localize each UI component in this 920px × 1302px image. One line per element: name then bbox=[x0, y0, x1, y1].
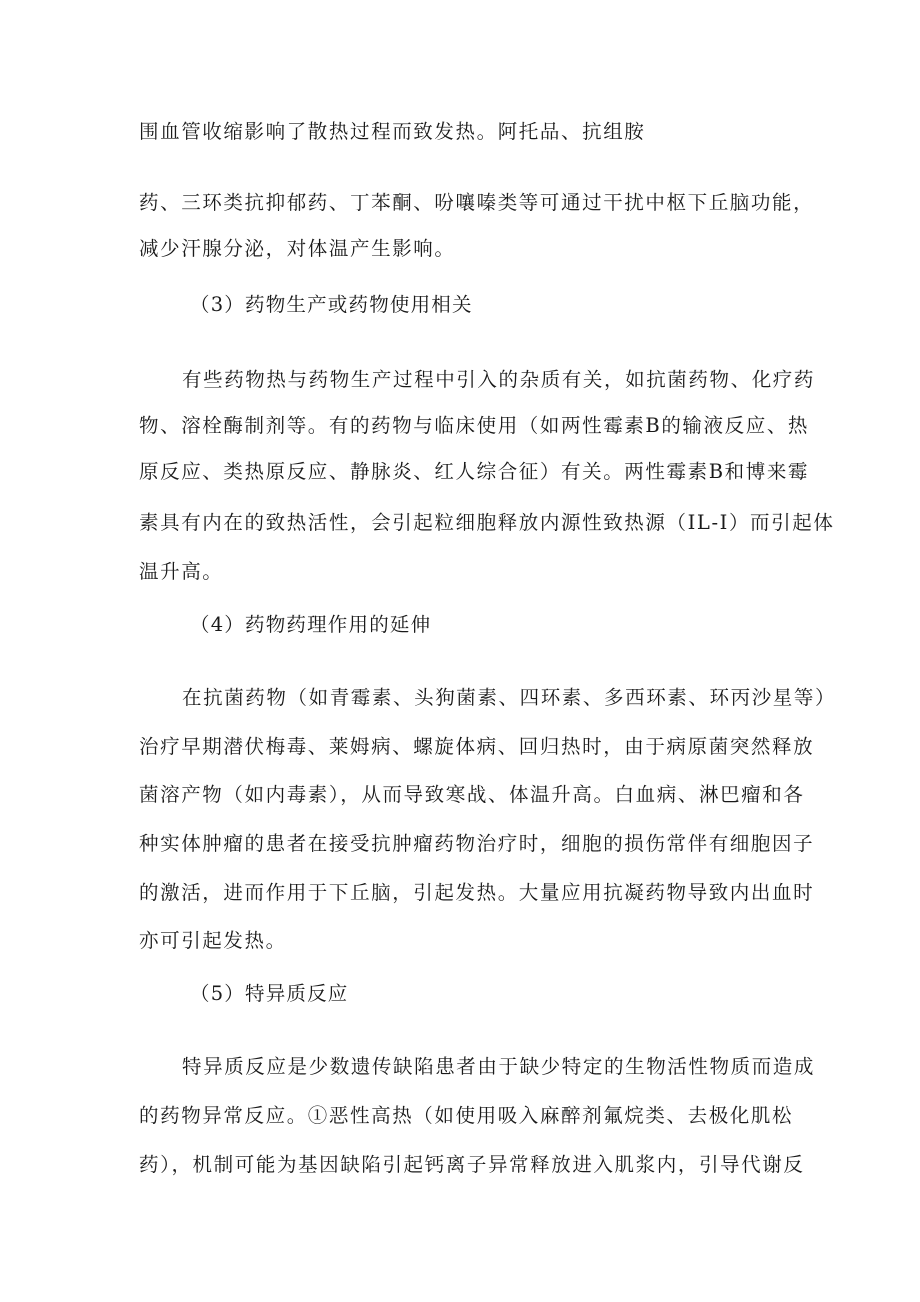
text-line: 减少汗腺分泌，对体温产生影响。 bbox=[139, 237, 456, 260]
text-line: 原反应、类热原反应、静脉炎、红人综合征）有关。两性霉素B和博来霉 bbox=[139, 460, 810, 483]
text-line: 药、三环类抗抑郁药、丁苯酮、吩嚷嗪类等可通过干扰中枢下丘脑功能， bbox=[139, 191, 815, 214]
text-line: 的药物异常反应。①恶性高热（如使用吸入麻醉剂氟烷类、去极化肌松 bbox=[139, 1104, 794, 1127]
text-line: 的激活，进而作用于下丘脑，引起发热。大量应用抗凝药物导致内出血时 bbox=[139, 881, 815, 904]
text-line: 菌溶产物（如内毒素），从而导致寒战、体温升高。白血病、淋巴瘤和各 bbox=[139, 783, 805, 806]
text-line: 素具有内在的致热活性，会引起粒细胞释放内源性致热源（IL-I）而引起体 bbox=[139, 511, 835, 534]
text-line: 治疗早期潜伏梅毒、莱姆病、螺旋体病、回归热时，由于病原菌突然释放 bbox=[139, 735, 815, 758]
text-line: 围血管收缩影响了散热过程而致发热。阿托品、抗组胺 bbox=[139, 120, 646, 143]
text-line: 亦可引起发热。 bbox=[139, 929, 287, 952]
text-line: 温升高。 bbox=[139, 560, 224, 583]
text-line: 种实体肿瘤的患者在接受抗肿瘤药物治疗时，细胞的损伤常伴有细胞因子 bbox=[139, 832, 815, 855]
section-heading-4: （4）药物药理作用的延伸 bbox=[190, 613, 432, 636]
section-heading-3: （3）药物生产或药物使用相关 bbox=[190, 293, 473, 316]
text-line: 物、溶栓酶制剂等。有的药物与临床使用（如两性霉素B的输液反应、热 bbox=[139, 414, 810, 437]
paragraph-first-line: 特异质反应是少数遗传缺陷患者由于缺少特定的生物活性物质而造成 bbox=[182, 1055, 816, 1078]
text-line: 药），机制可能为基因缺陷引起钙离子异常释放进入肌浆内，引导代谢反 bbox=[139, 1153, 805, 1176]
paragraph-first-line: 有些药物热与药物生产过程中引入的杂质有关，如抗菌药物、化疗药 bbox=[182, 368, 816, 391]
section-heading-5: （5）特异质反应 bbox=[190, 982, 349, 1005]
paragraph-first-line: 在抗菌药物（如青霉素、头狗菌素、四环素、多西环素、环丙沙星等） bbox=[182, 686, 837, 709]
